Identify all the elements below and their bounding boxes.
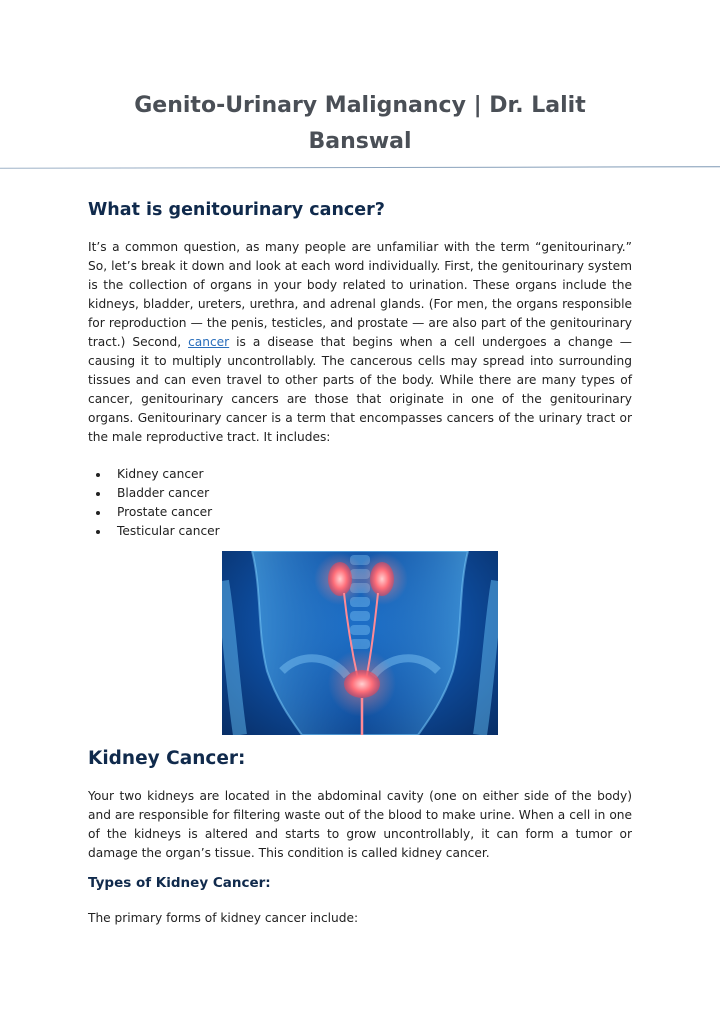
- list-item: Bladder cancer: [88, 484, 220, 503]
- page-title-line-1: Genito-Urinary Malignancy | Dr. Lalit: [134, 93, 586, 118]
- list-item: Prostate cancer: [88, 503, 220, 522]
- section-heading-genitourinary: What is genitourinary cancer?: [88, 200, 385, 220]
- list-item: Kidney cancer: [88, 465, 220, 484]
- section-heading-kidney-cancer: Kidney Cancer:: [88, 748, 246, 769]
- intro-paragraph: [88, 238, 632, 447]
- title-divider: [0, 166, 720, 169]
- cancer-link[interactable]: cancer: [188, 335, 230, 349]
- kidney-cancer-forms-intro: The primary forms of kidney cancer include:: [88, 911, 359, 925]
- subheading-types-of-kidney-cancer: Types of Kidney Cancer:: [88, 875, 271, 891]
- urinary-system-svg: [222, 551, 498, 735]
- intro-text-end: is a disease that begins when a cell undergoes a change — causing it to multiply uncontrollably. The cancerous cells may spread into surrounding tissues and can even travel to other parts of the body. While there are many types of cancer, genitourinary cancers are those that originate in one of the genitourinary organs. Genitourinary cancer is a term that encompasses cancers of the urinary tract or the male reproductive tract. It includes:: [88, 335, 632, 444]
- list-item: Testicular cancer: [88, 522, 220, 541]
- urinary-system-illustration: [222, 551, 498, 735]
- cancer-types-list: [88, 465, 220, 541]
- page-title: [0, 88, 720, 160]
- page-title-line-2: Banswal: [308, 129, 412, 154]
- kidney-cancer-paragraph: Your two kidneys are located in the abdominal cavity (one on either side of the body) and are responsible for filtering waste out of the blood to make urine. When a cell in one of the kidneys is altered and starts to grow uncontrollably, it can form a tumor or damage the organ’s tissue. This condition is called kidney cancer.: [88, 789, 632, 860]
- intro-text-start: It’s a common question, as many people are unfamiliar with the term “genitourinary.” So, let’s break it down and look at each word individually. First, the genitourinary system is the collection of organs in your body related to urination. These organs include the kidneys, bladder, ureters, urethra, and adrenal glands. (For men, the organs responsible for reproduction — the penis, testicles, and prostate — are also part of the genitourinary tract.) Second,: [88, 240, 632, 349]
